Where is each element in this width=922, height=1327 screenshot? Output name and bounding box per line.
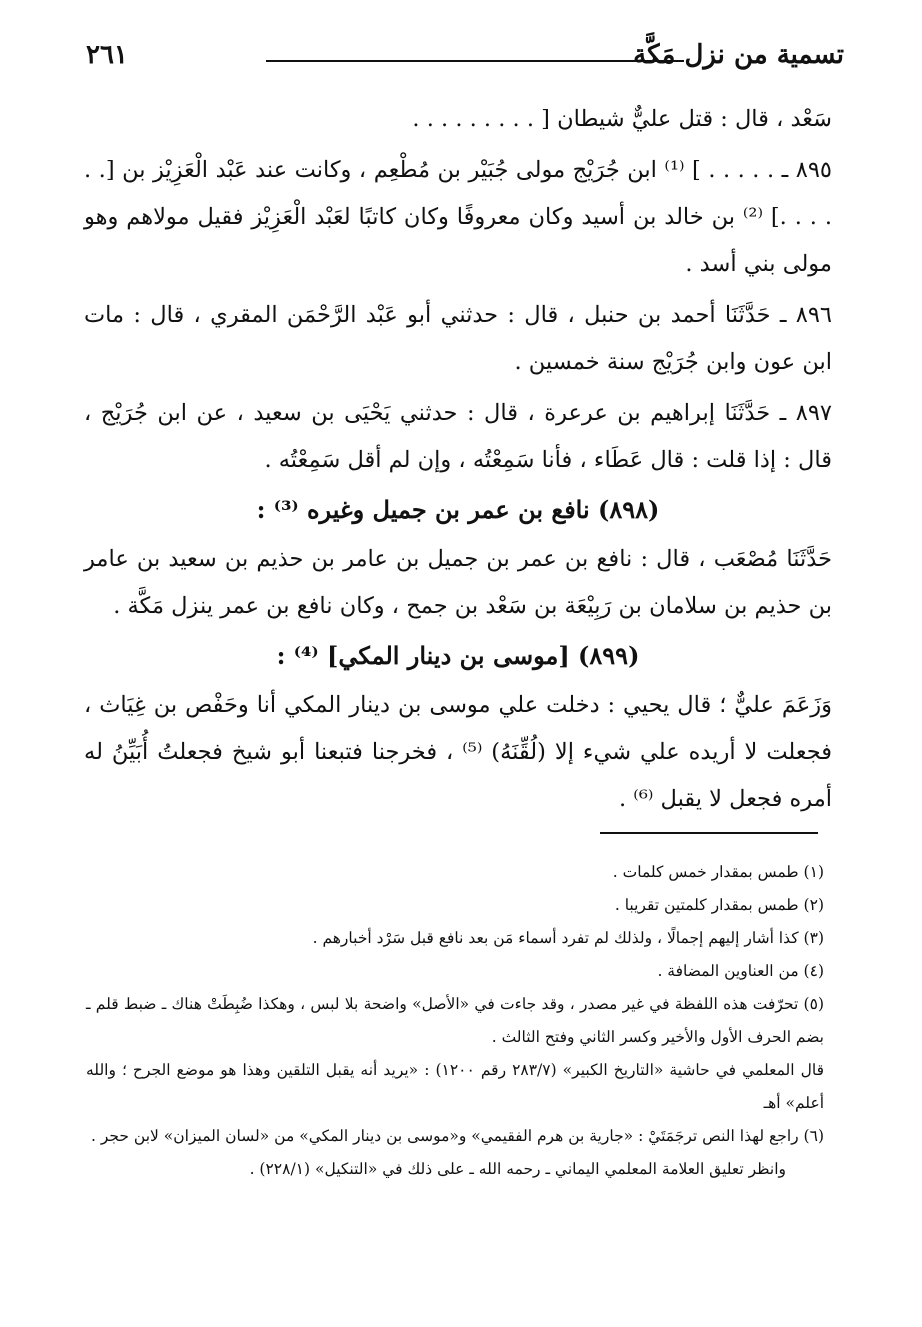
entry-899: وَزَعَمَ عليٌّ ؛ قال يحيي : دخلت علي موسى بن دينار المكي أنا وحَفْص بن غِيَاث ، فجعلت لا أريده علي شيء إلا (لُقِّنَهُ) ⁽⁵⁾ ، فخرجنا فتبعنا أبو شيخ فجعلتُ أُبَيِّنُ له أمره فجعل لا يقبل ⁽⁶⁾ . [84,692,832,812]
section-heading-899: (٨٩٩) [موسى بن دينار المكي] ⁽⁴⁾ : [276,641,640,670]
main-text [84,96,832,823]
footnote-2: (٢) طمس بمقدار كلمتين تقريبا . [614,896,824,914]
running-title: تسمية من نزل مَكَّة [633,40,844,70]
header-rule [266,60,684,62]
footnote-separator [600,832,818,834]
footnote-1: (١) طمس بمقدار خمس كلمات . [612,863,824,881]
entry-896: ٨٩٦ ـ حَدَّثَنَا أحمد بن حنبل ، قال : حدثني أبو عَبْد الرَّحْمَن المقري ، قال : مات ابن عون وابن جُرَيْج سنة خمسين . [84,302,832,375]
entry-897: ٨٩٧ ـ حَدَّثَنَا إبراهيم بن عرعرة ، قال : حدثني يَحْيَى بن سعيد ، عن ابن جُرَيْج ، قال : إذا قلت : قال عَطَاء ، فأنا سَمِعْتُه ، وإن لم أقل سَمِعْتُه . [84,400,832,473]
footnote-6: (٦) راجع لهذا النص ترجَمَتَيْ : «جارية بن هرم الفقيمي» و«موسى بن دينار المكي» من «لسان الميزان» لابن حجر . [91,1127,824,1145]
page-header [78,38,850,82]
footnote-6-continuation: وانظر تعليق العلامة المعلمي اليماني ـ رحمه الله ـ على ذلك في «التنكيل» (٢٢٨/١) . [249,1160,786,1178]
footnote-5: (٥) تحرّفت هذه اللفظة في غير مصدر ، وقد جاءت في «الأصل» واضحة بلا لبس ، وهكذا ضُبِطَتْ هناك ـ ضبط قلم ـ بضم الحرف الأول والأخير وكسر الثاني وفتح الثالث . [86,995,824,1046]
entry-898: حَدَّثَنَا مُصْعَب ، قال : نافع بن عمر بن جميل بن عامر بن حذيم بن سعيد بن عامر بن حذيم بن سلامان بن رَبِيْعَة بن سَعْد بن جمح ، وكان نافع بن عمر ينزل مَكَّة . [84,546,832,619]
footnote-5-continuation: قال المعلمي في حاشية «التاريخ الكبير» (٢٨٣/٧ رقم ١٢٠٠) : «يريد أنه يقبل التلقين وهذا هو موضع الجرح ؛ والله أعلم» أهـ [86,1061,824,1112]
section-heading-898: (٨٩٨) نافع بن عمر بن جميل وغيره ⁽³⁾ : [256,495,660,524]
page-number: ٢٦١ [86,40,128,70]
footnote-3: (٣) كذا أشار إليهم إجمالًا ، ولذلك لم تفرد أسماء مَن بعد نافع قبل سَرْد أخبارهم . [312,929,824,947]
paragraph-continuation: سَعْد ، قال : قتل عليٌّ شيطان [ . . . . . . . . . [412,106,832,132]
entry-895: ٨٩٥ ـ . . . . . ] ⁽¹⁾ ابن جُرَيْج مولى جُبَيْر بن مُطْعِم ، وكانت عند عَبْد الْعَزِيْز بن [. . . . . .] ⁽²⁾ بن خالد بن أسيد وكان معروفًا وكان كاتبًا لعَبْد الْعَزِيْز فقيل مولاهم وهو مولى بني أسد . [84,157,833,277]
footnotes [86,856,824,1186]
footnote-4: (٤) من العناوين المضافة . [657,962,824,980]
